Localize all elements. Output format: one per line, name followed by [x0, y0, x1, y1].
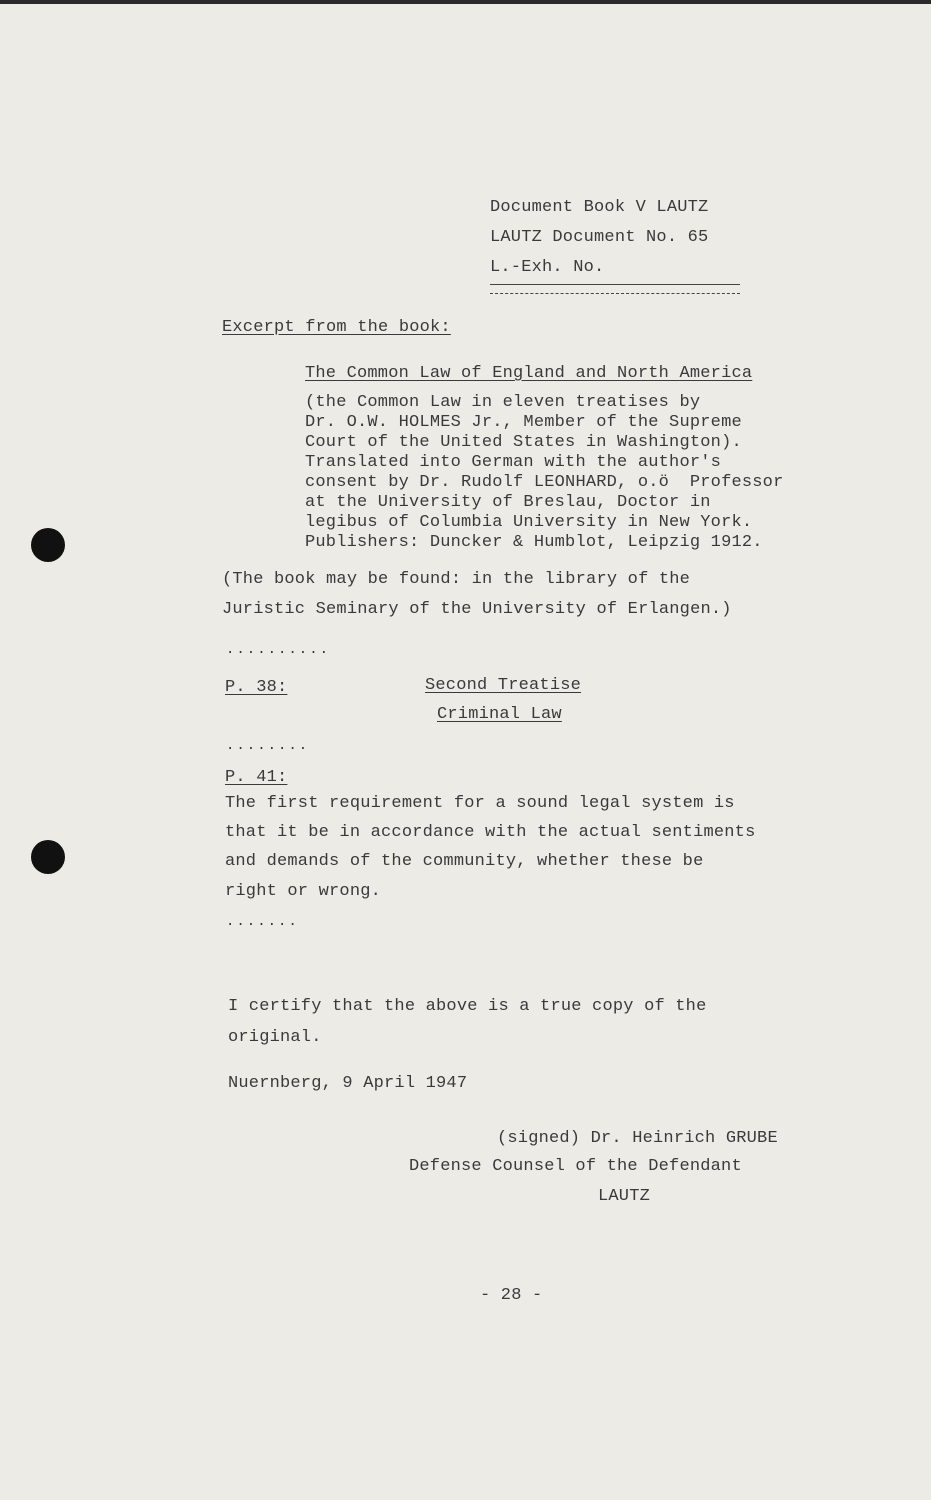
ellipsis-separator: ....... — [226, 914, 299, 930]
quote-page-ref: P. 41: — [225, 768, 288, 787]
signature-role: Defense Counsel of the Defendant — [409, 1157, 742, 1176]
signature-defendant: LAUTZ — [598, 1187, 651, 1206]
excerpt-heading: Excerpt from the book: — [222, 318, 451, 337]
punch-hole-lower — [31, 840, 65, 874]
book-description-line: (the Common Law in eleven treatises by — [305, 393, 701, 412]
certification-line: I certify that the above is a true copy of the — [228, 997, 707, 1016]
section-subtitle: Criminal Law — [437, 705, 562, 724]
book-description-line: legibus of Columbia University in New York. — [305, 513, 753, 532]
signature-name: (signed) Dr. Heinrich GRUBE — [497, 1129, 778, 1148]
certification-line: original. — [228, 1028, 322, 1047]
location-note-line: (The book may be found: in the library of the — [222, 570, 691, 589]
quote-line: right or wrong. — [225, 882, 382, 901]
page-top-edge — [0, 0, 931, 4]
book-title: The Common Law of England and North America — [305, 364, 753, 383]
section-title: Second Treatise — [425, 676, 582, 695]
book-description-line: Publishers: Duncker & Humblot, Leipzig 1912. — [305, 533, 763, 552]
section-page-ref: P. 38: — [225, 678, 288, 697]
book-description-line: at the University of Breslau, Doctor in — [305, 493, 711, 512]
quote-line: The first requirement for a sound legal system is — [225, 794, 735, 813]
header-rule-top — [490, 284, 740, 285]
header-document-book: Document Book V LAUTZ — [490, 198, 709, 217]
header-document-number: LAUTZ Document No. 65 — [490, 228, 709, 247]
book-description-line: Court of the United States in Washington). — [305, 433, 742, 452]
ellipsis-separator: .......... — [226, 642, 331, 658]
book-description-line: consent by Dr. Rudolf LEONHARD, o.ö Professor — [305, 473, 784, 492]
ellipsis-separator: ........ — [226, 738, 310, 754]
punch-hole-upper — [31, 528, 65, 562]
location-note-line: Juristic Seminary of the University of Erlangen.) — [222, 600, 732, 619]
quote-line: that it be in accordance with the actual sentiments — [225, 823, 756, 842]
place-date: Nuernberg, 9 April 1947 — [228, 1074, 468, 1093]
header-exhibit-number: L.-Exh. No. — [490, 258, 605, 277]
book-description-line: Translated into German with the author's — [305, 453, 722, 472]
page-number: - 28 - — [480, 1286, 543, 1305]
book-description-line: Dr. O.W. HOLMES Jr., Member of the Supreme — [305, 413, 742, 432]
header-rule-bottom — [490, 293, 740, 294]
quote-line: and demands of the community, whether these be — [225, 852, 704, 871]
